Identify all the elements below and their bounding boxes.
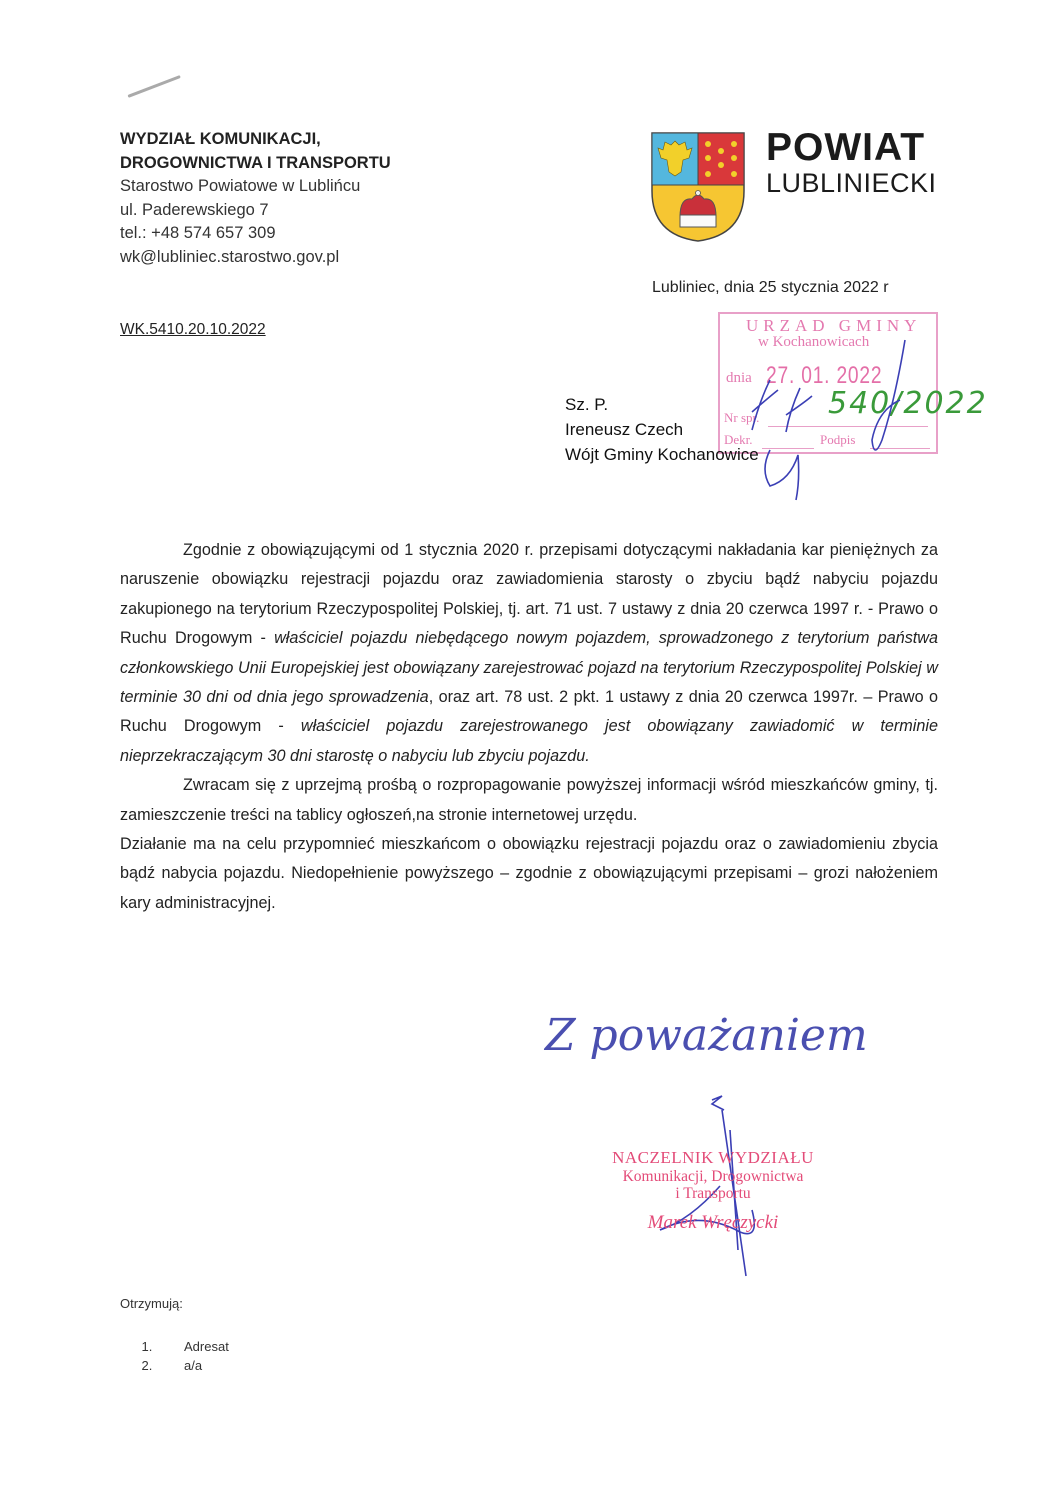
sender-office: Starostwo Powiatowe w Lublińcu [120,177,361,195]
body-p1-part-c: , oraz art. 78 ust. 2 pkt. 1 ustawy z dnia 20 czerwca 1997r. – Prawo o Ruchu Drogowym - [120,688,939,736]
recipient-name: Ireneusz Czech [565,420,684,439]
coat-of-arms-icon [650,131,746,243]
recipients-list [120,1296,229,1375]
stamp-dekr-line [762,448,814,449]
recipient-title: Wójt Gminy Kochanowice [565,445,759,464]
signature-stamp [588,1148,838,1234]
staple-mark [127,75,180,98]
body-p1-part-a: Zgodnie z obowiązującymi od 1 stycznia 2020 r. przepisami dotyczącymi nakładania kar pieniężnych za naruszenie obowiązku rejestracji pojazdu oraz zawiadomienia starosty o zbyciu bądź nabyciu pojazdu zakupionego na terytorium Rzeczypospolitej Polskiej, tj. art. 71 ust. 7 ustawy z dnia 20 czerwca 1997 r. - Prawo o Ruchu Drogowym - [120,541,938,648]
stamp-dekr-label: Dekr. [724,432,753,447]
stamp-date-label: dnia [726,370,752,386]
body-p1-part-b: właściciel pojazdu niebędącego nowym pojazdem, sprowadzonego z terytorium państwa członkowskiego Unii Europejskiej jest obowiązany zarejestrować pojazd na terytorium Rzeczypospolitej Polskiej w terminie 30 dni od dnia jego sprowadzenia [120,629,938,707]
sender-department-line2: DROGOWNICTWA I TRANSPORTU [120,153,391,172]
recipient-salutation: Sz. P. [565,395,609,414]
stamp-office-line2: w Kochanowicach [758,334,870,350]
brand-logo [766,128,937,198]
body-p1-part-d: właściciel pojazdu zarejestrowanego jest obowiązany zawiadomić w terminie nieprzekraczającym 30 dni starostę o nabyciu lub zbyciu pojazdu. [120,717,938,765]
reference-number: WK.5410.20.10.2022 [120,321,266,338]
handwritten-closing: Z poważaniem [545,1010,868,1061]
sender-email: wk@lubliniec.starostwo.gov.pl [120,247,340,266]
letter-body [120,536,938,918]
stamp-podpis-label: Podpis [820,432,856,447]
brand-title: POWIAT [766,126,926,169]
stamp-office-line1: URZAD GMINY [746,316,922,335]
signature-stamp-line1: NACZELNIK WYDZIAŁU [612,1148,814,1167]
signature-stamp-line2: Komunikacji, Drogownictwa [622,1168,804,1185]
stamp-nr-line [768,426,928,427]
signature-stamp-line3: i Transportu [675,1185,751,1202]
brand-subtitle: LUBLINIECKI [766,168,937,198]
body-paragraph-2: Zwracam się z uprzejmą prośbą o rozpropagowanie powyższej informacji wśród mieszkańców gminy, tj. zamieszczenie treści na tablicy ogłoszeń,na stronie internetowej urzędu. [120,776,938,824]
stamp-nr-label: Nr spr. [724,410,760,425]
recipients-item: 2. a/a [156,1356,229,1375]
sender-street: ul. Paderewskiego 7 [120,200,269,219]
recipients-item: 1. Adresat [156,1337,229,1356]
handwritten-registry-number: 540/2022 [828,386,988,421]
body-paragraph-3: Działanie ma na celu przypomnieć mieszkańcom o obowiązku rejestracji pojazdu oraz o zawiadomieniu zbycia bądź nabycia pojazdu. Niedopełnienie powyższego – zgodnie z obowiązującymi przepisami – grozi nałożeniem kary administracyjnej. [120,835,938,912]
signatory-name: Marek Wręczycki [647,1212,779,1233]
recipient-block [565,392,759,467]
sender-department-line1: WYDZIAŁ KOMUNIKACJI, [120,130,321,148]
letter-date: Lubliniec, dnia 25 stycznia 2022 r [652,279,889,296]
sender-block [120,128,391,269]
stamp-podpis-line [870,448,930,449]
recipients-label: Otrzymują: [120,1296,183,1311]
body-paragraph-1 [120,536,938,771]
stamp-date-value: 27. 01. 2022 [766,362,883,389]
sender-phone: tel.: +48 574 657 309 [120,224,276,242]
